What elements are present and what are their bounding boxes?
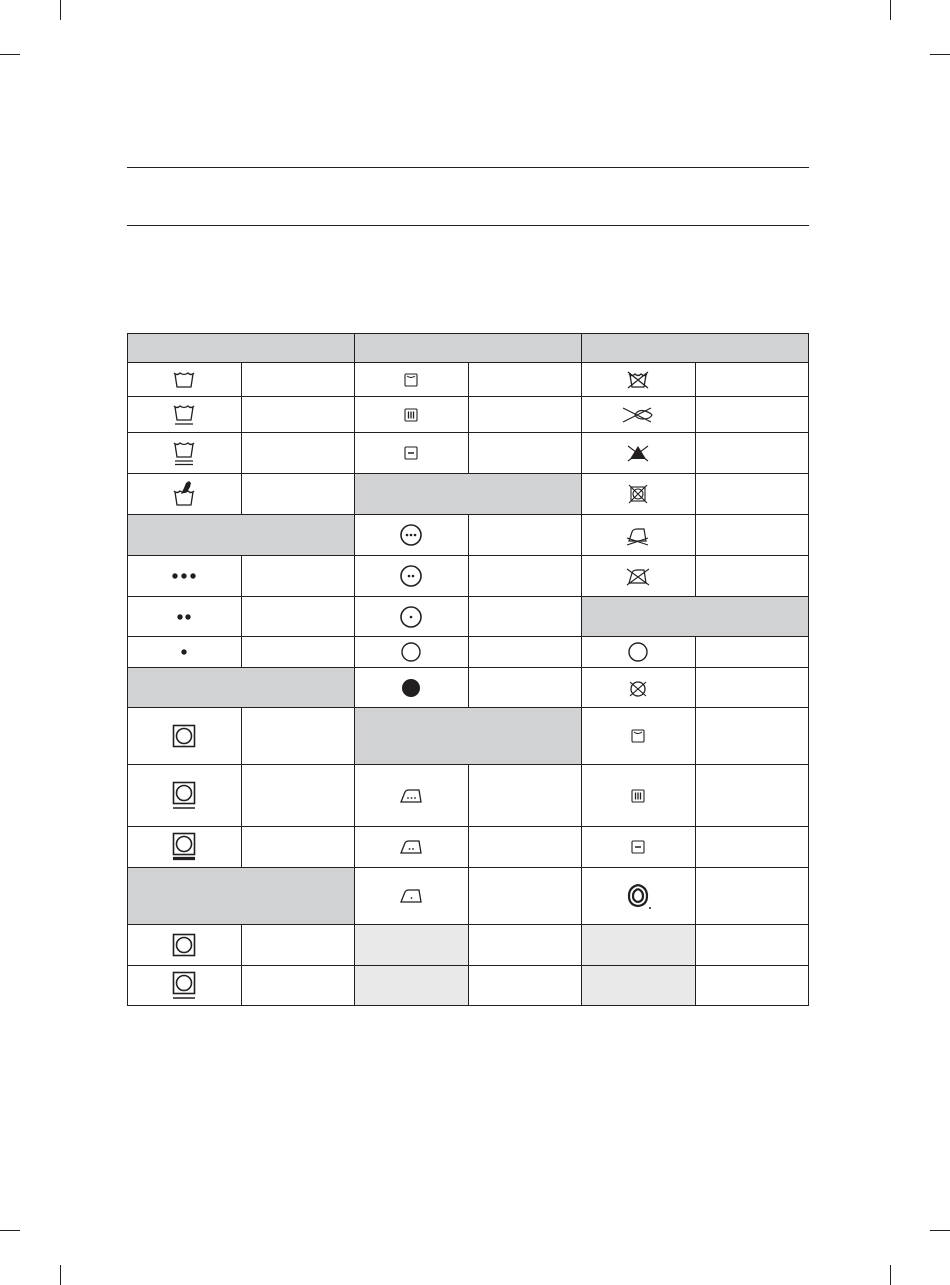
symbol-description	[241, 397, 355, 433]
section-header-dry-cleaning-2	[582, 597, 809, 637]
tumble-dry-icon	[128, 708, 242, 765]
section-header-prohibited	[582, 334, 809, 363]
section-header-ironing	[355, 708, 582, 765]
line-dry-icon	[582, 708, 696, 765]
empty-icon-cell	[355, 925, 469, 966]
table-row	[128, 637, 809, 668]
symbol-description	[468, 515, 582, 556]
symbol-description	[241, 637, 355, 668]
dry-clean-circle-icon	[355, 637, 469, 668]
dry-clean-circle-icon	[582, 637, 696, 668]
drip-dry-icon	[355, 397, 469, 433]
header-rule-bottom	[127, 225, 809, 226]
symbol-description	[241, 474, 355, 515]
woolmark-icon	[582, 868, 696, 925]
dry-clean-three-dots-icon	[355, 515, 469, 556]
tumble-dry-two-bars-icon	[128, 827, 242, 868]
symbol-description	[695, 556, 809, 597]
symbol-description	[241, 966, 355, 1006]
empty-icon-cell	[355, 966, 469, 1006]
symbol-description	[468, 556, 582, 597]
drip-dry-icon	[582, 765, 696, 827]
table-row	[128, 515, 809, 556]
symbol-description	[468, 433, 582, 474]
table-row	[128, 556, 809, 597]
section-header-bleaching	[128, 515, 355, 556]
table-row	[128, 868, 809, 925]
iron-one-dot-icon	[355, 868, 469, 925]
symbol-description	[695, 433, 809, 474]
crop-mark	[0, 54, 20, 55]
table-row	[128, 334, 809, 363]
symbol-description	[468, 827, 582, 868]
symbol-description	[468, 363, 582, 397]
symbol-description	[695, 765, 809, 827]
wash-tub-icon	[128, 363, 242, 397]
symbol-description	[468, 668, 582, 708]
crop-mark	[890, 1265, 891, 1285]
table-row	[128, 363, 809, 397]
table-row	[128, 708, 809, 765]
table-row	[128, 668, 809, 708]
tumble-dry-one-bar-icon	[128, 765, 242, 827]
symbol-description	[241, 708, 355, 765]
crop-mark	[60, 0, 61, 20]
table-row	[128, 966, 809, 1006]
crop-mark	[0, 1230, 20, 1231]
symbol-description	[241, 363, 355, 397]
do-not-iron-on-steam-icon	[582, 515, 696, 556]
symbol-description	[695, 515, 809, 556]
symbol-description	[468, 966, 582, 1006]
empty-icon-cell	[582, 925, 696, 966]
section-header-drying-2	[128, 868, 355, 925]
symbol-description	[695, 925, 809, 966]
section-header-washing	[128, 334, 355, 363]
wash-tub-two-bars-icon	[128, 433, 242, 474]
symbol-description	[468, 765, 582, 827]
do-not-wash-icon	[582, 363, 696, 397]
dry-flat-icon	[582, 827, 696, 868]
hand-wash-icon	[128, 474, 242, 515]
iron-three-dots-icon	[355, 765, 469, 827]
do-not-bleach-icon	[582, 433, 696, 474]
do-not-dry-clean-icon	[582, 668, 696, 708]
crop-mark	[60, 1265, 61, 1285]
symbol-description	[695, 668, 809, 708]
do-not-tumble-dry-icon	[582, 474, 696, 515]
one-dot-icon	[128, 637, 242, 668]
table-row	[128, 474, 809, 515]
section-header-drying	[355, 334, 582, 363]
tumble-dry-one-bar-icon	[128, 966, 242, 1006]
dry-clean-one-dot-icon	[355, 597, 469, 637]
table-row	[128, 765, 809, 827]
symbol-description	[241, 597, 355, 637]
do-not-wring-icon	[582, 397, 696, 433]
do-not-iron-icon	[582, 556, 696, 597]
two-dots-icon	[128, 597, 242, 637]
dry-clean-two-dots-icon	[355, 556, 469, 597]
symbol-description	[241, 827, 355, 868]
table-row	[128, 433, 809, 474]
wash-tub-one-bar-icon	[128, 397, 242, 433]
symbol-description	[468, 925, 582, 966]
dry-flat-icon	[355, 433, 469, 474]
symbol-description	[468, 597, 582, 637]
symbol-description	[468, 637, 582, 668]
symbol-description	[695, 868, 809, 925]
symbol-description	[695, 363, 809, 397]
symbol-description	[695, 474, 809, 515]
symbol-description	[468, 868, 582, 925]
symbol-description	[241, 925, 355, 966]
section-header-tumble-drying	[128, 668, 355, 708]
section-header-dry-cleaning	[355, 474, 582, 515]
symbol-description	[695, 966, 809, 1006]
three-dots-icon	[128, 556, 242, 597]
symbol-description	[241, 433, 355, 474]
crop-mark	[890, 0, 891, 20]
symbol-description	[695, 827, 809, 868]
table-row	[128, 397, 809, 433]
table-row	[128, 597, 809, 637]
symbol-description	[695, 708, 809, 765]
care-symbol-table	[127, 333, 809, 1006]
crop-mark	[930, 1230, 950, 1231]
table-row	[128, 925, 809, 966]
dry-clean-filled-circle-icon	[355, 668, 469, 708]
symbol-description	[468, 397, 582, 433]
symbol-description	[695, 637, 809, 668]
symbol-description	[695, 397, 809, 433]
line-dry-icon	[355, 363, 469, 397]
header-rule-top	[127, 167, 809, 168]
crop-mark	[930, 54, 950, 55]
tumble-dry-icon	[128, 925, 242, 966]
symbol-description	[241, 556, 355, 597]
symbol-description	[241, 765, 355, 827]
empty-icon-cell	[582, 966, 696, 1006]
table-row	[128, 827, 809, 868]
iron-two-dots-icon	[355, 827, 469, 868]
